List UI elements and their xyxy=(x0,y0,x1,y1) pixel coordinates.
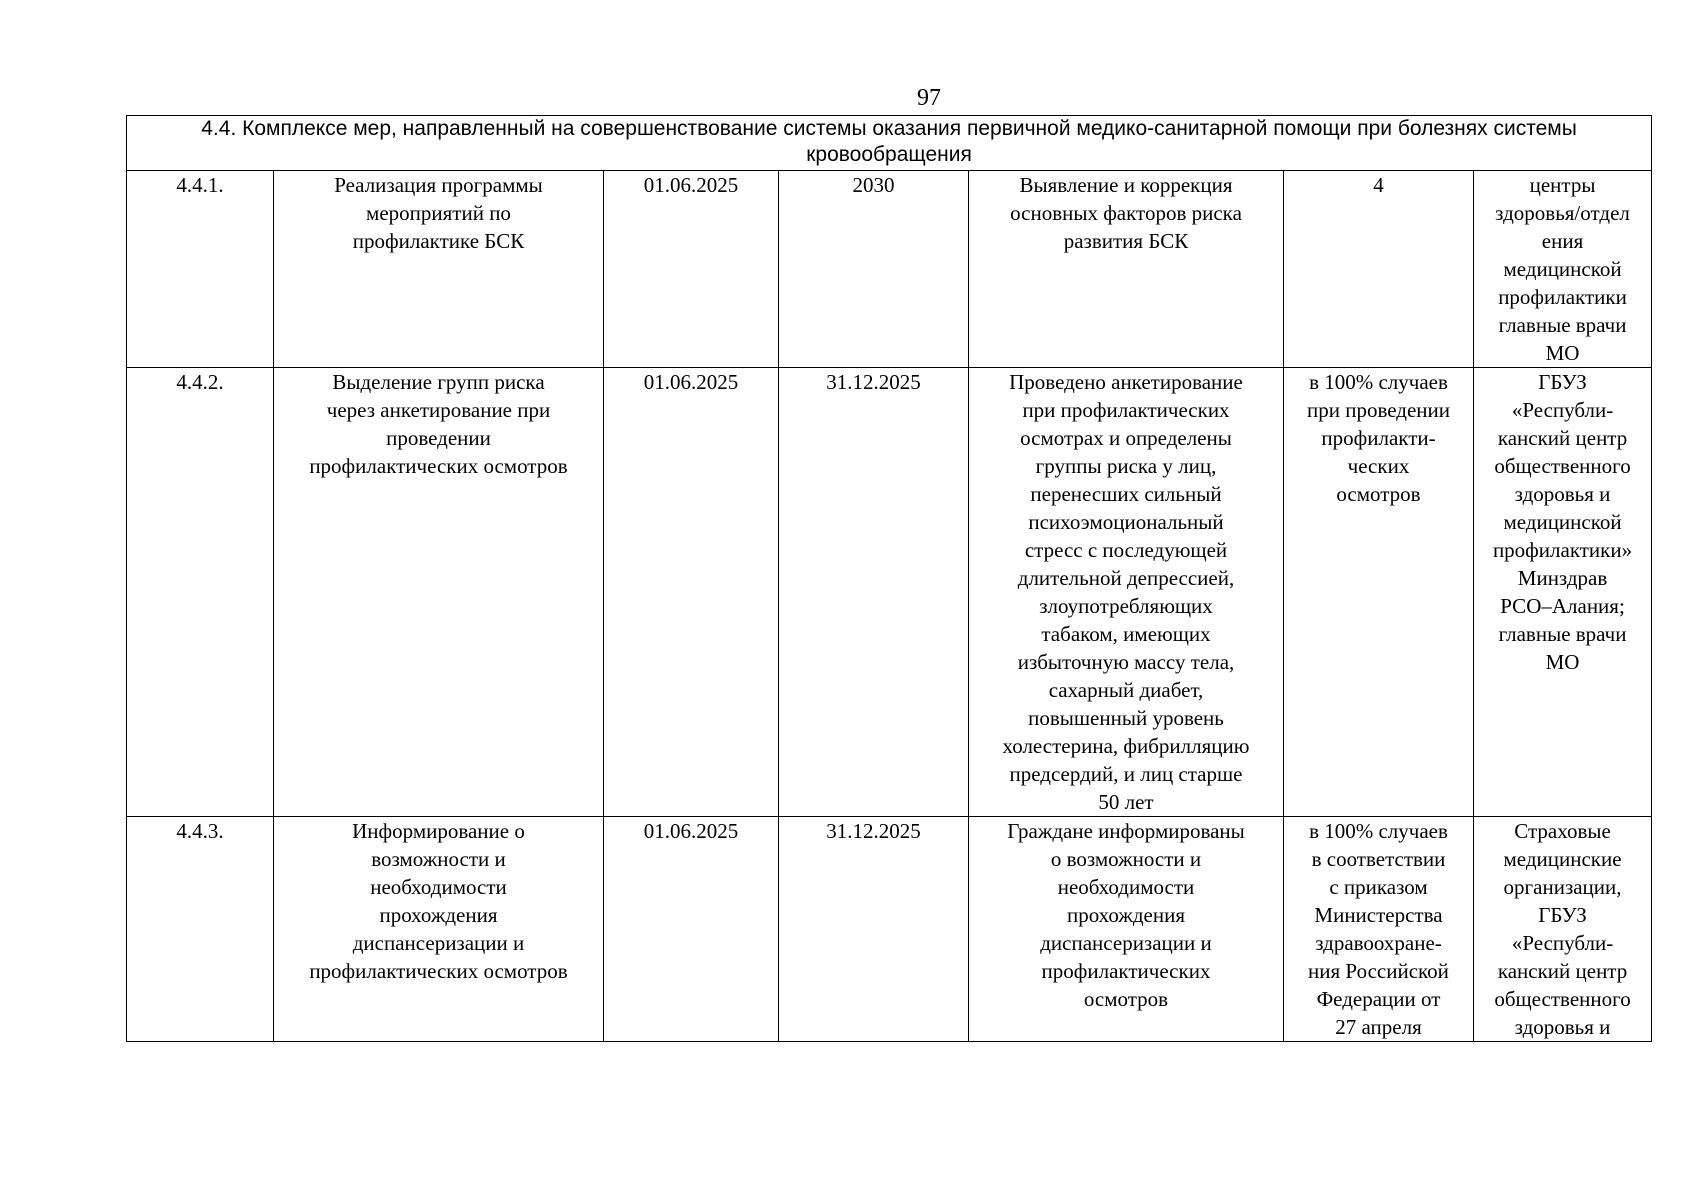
indicator-cell xyxy=(1284,171,1474,368)
activity-line: Реализация программы xyxy=(334,173,543,197)
result-line: группы риска у лиц, xyxy=(1035,454,1217,478)
result-line: перенесших сильный xyxy=(1030,482,1222,506)
indicator-line: ческих xyxy=(1347,454,1410,478)
activity-line: Выделение групп риска xyxy=(332,370,545,394)
result-line: Граждане информированы xyxy=(1007,819,1245,843)
responsible-line: общественного xyxy=(1494,987,1631,1011)
start-date-cell: 01.06.2025 xyxy=(604,171,779,368)
indicator-line: Федерации от xyxy=(1316,987,1441,1011)
result-cell xyxy=(969,368,1284,817)
responsible-cell xyxy=(1474,171,1652,368)
responsible-line: центры xyxy=(1529,173,1596,197)
responsible-line: профилактики xyxy=(1498,285,1627,309)
result-line: при профилактических xyxy=(1022,398,1230,422)
indicator-line: при проведении xyxy=(1306,398,1451,422)
responsible-line: канский центр xyxy=(1497,959,1628,983)
result-line: длительной депрессией, xyxy=(1017,566,1235,590)
result-cell xyxy=(969,171,1284,368)
responsible-line: канский центр xyxy=(1497,426,1628,450)
responsible-line: ГБУЗ xyxy=(1538,370,1587,394)
activity-line: через анкетирование при xyxy=(326,398,551,422)
start-date-cell: 01.06.2025 xyxy=(604,817,779,1042)
indicator-line: здравоохране- xyxy=(1315,931,1442,955)
responsible-line: Страховые xyxy=(1514,819,1611,843)
result-line: злоупотребляющих xyxy=(1039,594,1213,618)
result-line: осмотров xyxy=(1083,987,1169,1011)
responsible-line: Минздрав xyxy=(1517,566,1608,590)
result-line: необходимости xyxy=(1057,875,1195,899)
activity-line: мероприятий по xyxy=(366,201,511,225)
responsible-line: медицинской xyxy=(1503,257,1622,281)
responsible-line: ения xyxy=(1541,229,1584,253)
responsible-line: профилактики» xyxy=(1492,538,1633,562)
responsible-line: «Республи- xyxy=(1511,398,1614,422)
result-line: основных факторов риска xyxy=(1010,201,1242,225)
result-line: табаком, имеющих xyxy=(1041,622,1211,646)
indicator-line: Министерства xyxy=(1314,903,1443,927)
start-date-cell: 01.06.2025 xyxy=(604,368,779,817)
measures-table xyxy=(126,115,1652,1042)
activity-cell xyxy=(274,817,604,1042)
result-line: 50 лет xyxy=(1098,790,1154,814)
result-cell xyxy=(969,817,1284,1042)
indicator-line: 27 апреля xyxy=(1335,1015,1422,1039)
result-line: диспансеризации и xyxy=(1040,931,1212,955)
responsible-line: главные врачи xyxy=(1498,313,1627,337)
result-line: психоэмоциональный xyxy=(1028,510,1224,534)
responsible-line: организации, xyxy=(1503,875,1622,899)
page-number: 97 xyxy=(917,85,941,111)
activity-line: профилактике БСК xyxy=(352,229,525,253)
result-line: профилактических xyxy=(1041,959,1211,983)
activity-line: профилактических осмотров xyxy=(309,959,568,983)
activity-cell xyxy=(274,368,604,817)
result-line: стресс с последующей xyxy=(1024,538,1228,562)
result-line: сахарный диабет, xyxy=(1048,678,1204,702)
result-line: предсердий, и лиц старше xyxy=(1009,762,1243,786)
result-line: Проведено анкетирование xyxy=(1009,370,1243,394)
end-date-cell: 31.12.2025 xyxy=(779,817,969,1042)
indicator-cell xyxy=(1284,817,1474,1042)
row-number: 4.4.1. xyxy=(127,171,274,368)
responsible-line: МО xyxy=(1545,341,1580,365)
responsible-line: «Республи- xyxy=(1511,931,1614,955)
responsible-line: медицинской xyxy=(1503,510,1622,534)
activity-line: возможности и xyxy=(371,847,506,871)
responsible-line: медицинские xyxy=(1503,847,1622,871)
indicator-line: в соответствии xyxy=(1311,847,1446,871)
responsible-line: МО xyxy=(1545,650,1580,674)
responsible-line: общественного xyxy=(1494,454,1631,478)
table-row xyxy=(127,171,1652,368)
indicator-line: с приказом xyxy=(1329,875,1428,899)
table-row xyxy=(127,817,1652,1042)
indicator-line: в 100% случаев xyxy=(1309,819,1448,843)
responsible-line: главные врачи xyxy=(1498,622,1627,646)
activity-line: проведении xyxy=(386,426,491,450)
section-header-row xyxy=(127,116,1652,171)
indicator-line: осмотров xyxy=(1336,482,1421,506)
end-date-cell: 31.12.2025 xyxy=(779,368,969,817)
responsible-line: здоровья и xyxy=(1514,482,1611,506)
indicator-line: в 100% случаев xyxy=(1309,370,1448,394)
result-line: о возможности и xyxy=(1050,847,1202,871)
activity-cell xyxy=(274,171,604,368)
indicator-line: ния Российской xyxy=(1308,959,1449,983)
responsible-line: РСО–Алания; xyxy=(1500,594,1625,618)
indicator-line: 4 xyxy=(1373,173,1384,197)
activity-line: диспансеризации и xyxy=(352,931,525,955)
section-title: 4.4. Комплексе мер, направленный на совершенствование системы оказания первичной медико-санитарной помощи при болезнях системы кровообращения xyxy=(127,116,1652,171)
responsible-cell xyxy=(1474,368,1652,817)
result-line: повышенный уровень xyxy=(1028,706,1224,730)
activity-line: прохождения xyxy=(379,903,498,927)
activity-line: Информирование о xyxy=(352,819,525,843)
row-number: 4.4.2. xyxy=(127,368,274,817)
result-line: избыточную массу тела, xyxy=(1017,650,1235,674)
table-row xyxy=(127,368,1652,817)
responsible-line: ГБУЗ xyxy=(1538,903,1587,927)
responsible-line: здоровья/отдел xyxy=(1495,201,1630,225)
row-number: 4.4.3. xyxy=(127,817,274,1042)
responsible-line: здоровья и xyxy=(1514,1015,1611,1039)
indicator-line: профилакти- xyxy=(1321,426,1436,450)
result-line: прохождения xyxy=(1066,903,1186,927)
indicator-cell xyxy=(1284,368,1474,817)
result-line: осмотрах и определены xyxy=(1020,426,1232,450)
end-date-cell: 2030 xyxy=(779,171,969,368)
responsible-cell xyxy=(1474,817,1652,1042)
activity-line: необходимости xyxy=(370,875,507,899)
activity-line: профилактических осмотров xyxy=(309,454,568,478)
result-line: развития БСК xyxy=(1063,229,1189,253)
result-line: холестерина, фибрилляцию xyxy=(1002,734,1250,758)
result-line: Выявление и коррекция xyxy=(1019,173,1233,197)
